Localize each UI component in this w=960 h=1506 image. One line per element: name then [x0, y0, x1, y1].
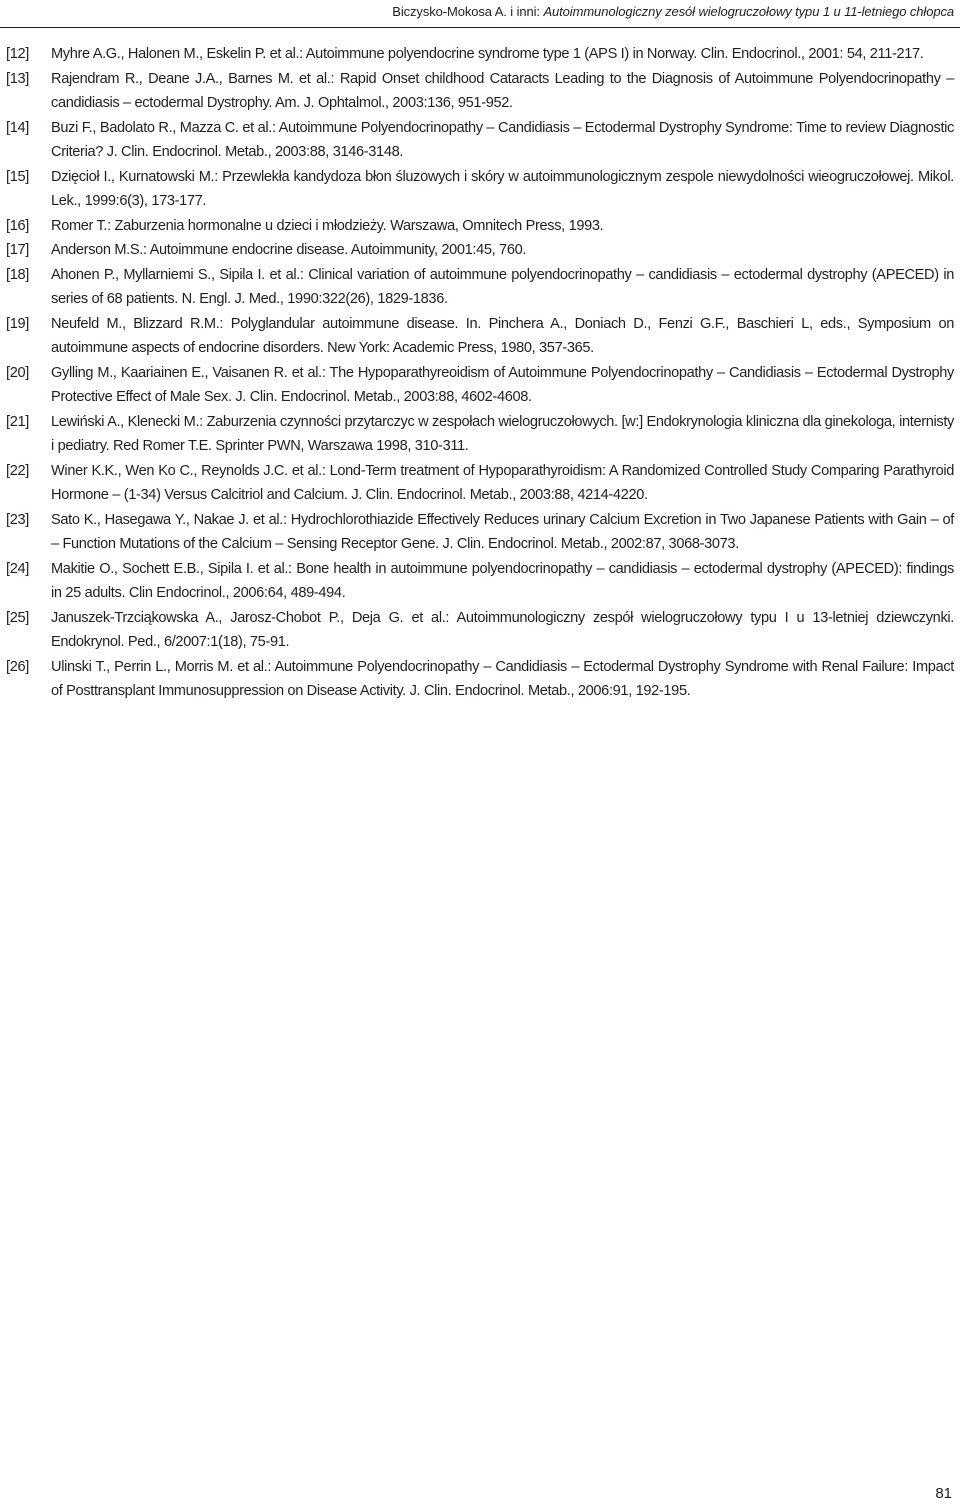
- header-article-title: Autoimmunologiczny zesół wielogruczołowy typu 1 u 11-letniego chłopca: [543, 4, 954, 19]
- reference-number: [26]: [6, 658, 29, 675]
- reference-number: [16]: [6, 217, 29, 234]
- reference-list: [6, 42, 954, 704]
- reference-number: [25]: [6, 609, 29, 626]
- reference-text: Sato K., Hasegawa Y., Nakae J. et al.: Hydrochlorothiazide Effectively Reduces urinary Calcium Excretion in Two Japanese Patients with Gain – of – Function Mutations of the Calcium – Sensing Receptor Gene. J. Clin. Endocrinol. Metab., 2002:87, 3068-3073.: [51, 511, 954, 553]
- reference-text: Januszek-Trzciąkowska A., Jarosz-Chobot P., Deja G. et al.: Autoimmunologiczny zespół wielogruczołowy typu I u 13-letniej dziewczynki. Endokrynol. Ped., 6/2007:1(18), 75-91.: [51, 609, 954, 651]
- reference-text: Dzięcioł I., Kurnatowski M.: Przewlekła kandydoza błon śluzowych i skóry w autoimmunologicznym zespole niewydolności wieogruczołowej. Mikol. Lek., 1999:6(3), 173-177.: [51, 168, 954, 209]
- reference-text: Romer T.: Zaburzenia hormonalne u dzieci i młodzieży. Warszawa, Omnitech Press, 1993.: [51, 217, 604, 234]
- reference-number: [19]: [6, 316, 29, 332]
- reference-number: [21]: [6, 413, 29, 430]
- reference-text: Anderson M.S.: Autoimmune endocrine disease. Autoimmunity, 2001:45, 760.: [51, 242, 527, 259]
- reference-number: [24]: [6, 560, 29, 577]
- reference-number: [15]: [6, 168, 29, 185]
- reference-item: [6, 165, 954, 214]
- reference-number: [23]: [6, 511, 29, 528]
- reference-item: [6, 116, 954, 165]
- reference-text: Rajendram R., Deane J.A., Barnes M. et al.: Rapid Onset childhood Cataracts Leading to the Diagnosis of Autoimmune Polyendocrinopathy – candidiasis – ectodermal Dystrophy. Am. J. Ophtalmol., 2003:136, 951-952.: [51, 70, 954, 111]
- header-divider: [0, 27, 960, 28]
- reference-text: Ulinski T., Perrin L., Morris M. et al.: Autoimmune Polyendocrinopathy – Candidiasis – Ectodermal Dystrophy Syndrome with Renal Failure: Impact of Posttransplant Immunosuppression on Disease Activity. J. Clin. Endocrinol. Metab., 2006:91, 192-195.: [51, 658, 954, 700]
- reference-item: [6, 42, 954, 66]
- reference-number: [20]: [6, 364, 29, 381]
- reference-item: [6, 459, 954, 508]
- reference-number: [22]: [6, 462, 29, 479]
- reference-text: Winer K.K., Wen Ko C., Reynolds J.C. et al.: Lond-Term treatment of Hypoparathyroidism: A Randomized Controlled Study Comparing Parathyroid Hormone – (1-34) Versus Calcitriol and Calcium. J. Clin. Endocrinol. Metab., 2003:88, 4214-4220.: [51, 462, 954, 504]
- running-header: [392, 4, 954, 20]
- header-authors: Biczysko-Mokosa A. i inni:: [392, 4, 540, 19]
- page-number: 81: [935, 1485, 952, 1502]
- reference-number: [12]: [6, 46, 29, 62]
- reference-item: [6, 263, 954, 312]
- reference-item: [6, 312, 954, 361]
- reference-item: [6, 508, 954, 557]
- reference-number: [18]: [6, 267, 29, 284]
- reference-text: Buzi F., Badolato R., Mazza C. et al.: Autoimmune Polyendocrinopathy – Candidiasis – Ectodermal Dystrophy Syndrome: Time to review Diagnostic Criteria? J. Clin. Endocrinol. Metab., 2003:88, 3146-3148.: [51, 119, 954, 160]
- reference-number: [17]: [6, 242, 29, 259]
- reference-number: [14]: [6, 119, 29, 136]
- reference-text: Neufeld M., Blizzard R.M.: Polyglandular autoimmune disease. In. Pinchera A., Doniach D., Fenzi G.F., Baschieri L, eds., Symposium on autoimmune aspects of endocrine disorders. New York: Academic Press, 1980, 357-365.: [51, 316, 954, 357]
- reference-text: Ahonen P., Myllarniemi S., Sipila I. et al.: Clinical variation of autoimmune polyendocrinopathy – candidiasis – ectodermal dystrophy (APECED) in series of 68 patients. N. Engl. J. Med., 1990:322(26), 1829-1836.: [51, 267, 954, 308]
- reference-item: [6, 557, 954, 606]
- reference-item: [6, 67, 954, 116]
- reference-text: Gylling M., Kaariainen E., Vaisanen R. et al.: The Hypoparathyreoidism of Autoimmune Polyendocrinopathy – Candidiasis – Ectodermal Dystrophy Protective Effect of Male Sex. J. Clin. Endocrinol. Metab., 2003:88, 4602-4608.: [51, 364, 954, 406]
- reference-text: Lewiński A., Klenecki M.: Zaburzenia czynności przytarczyc w zespołach wielogruczołowych. [w:] Endokrynologia kliniczna dla ginekologa, internisty i pediatry. Red Romer T.E. Sprinter PWN, Warszawa 1998, 310-311.: [51, 413, 954, 455]
- reference-text: Myhre A.G., Halonen M., Eskelin P. et al.: Autoimmune polyendocrine syndrome type 1 (APS I) in Norway. Clin. Endocrinol., 2001: 54, 211-217.: [51, 46, 924, 62]
- reference-item: [6, 410, 954, 459]
- reference-item: [6, 606, 954, 655]
- reference-item: [6, 238, 954, 262]
- reference-item: [6, 214, 954, 238]
- reference-item: [6, 655, 954, 704]
- reference-item: [6, 361, 954, 410]
- reference-number: [13]: [6, 70, 29, 87]
- reference-text: Makitie O., Sochett E.B., Sipila I. et al.: Bone health in autoimmune polyendocrinopathy – candidiasis – ectodermal dystrophy (APECED): findings in 25 adults. Clin Endocrinol., 2006:64, 489-494.: [51, 560, 954, 602]
